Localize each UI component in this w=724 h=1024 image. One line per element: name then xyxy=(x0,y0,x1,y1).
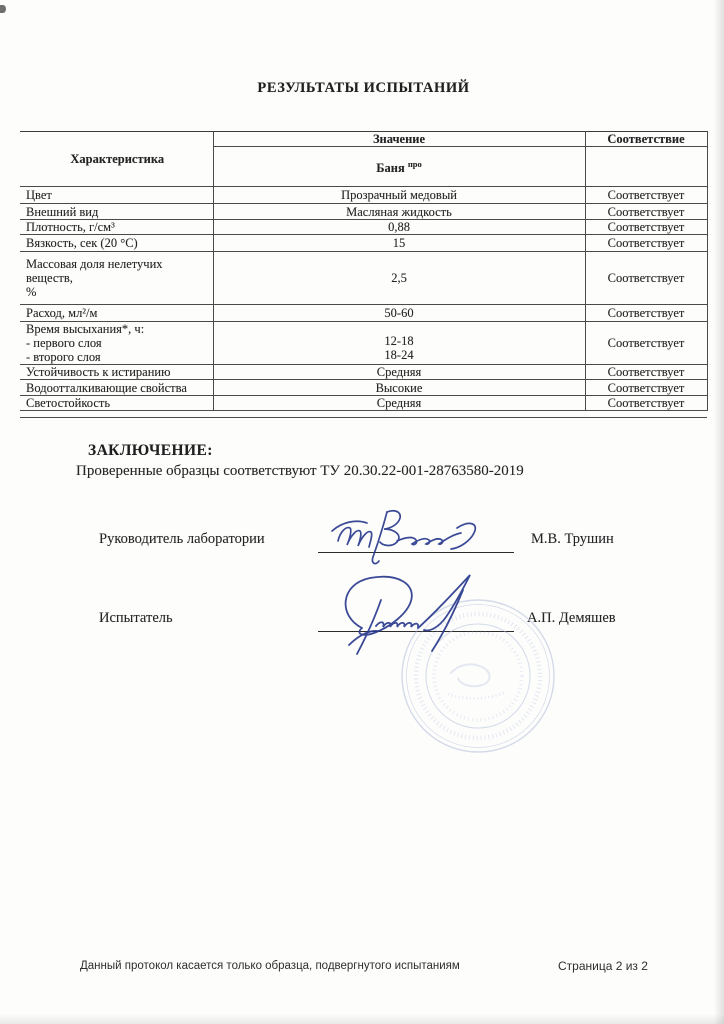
table-row xyxy=(20,396,707,411)
table-row xyxy=(20,187,707,204)
header-compliance: Соответствие xyxy=(585,132,707,147)
cell-value: Прозрачный медовый xyxy=(213,187,585,204)
cell-compliance: Соответствует xyxy=(585,396,707,411)
table-row xyxy=(20,220,707,235)
cell-name: Плотность, г/см³ xyxy=(20,220,213,235)
empty-cell xyxy=(585,147,707,187)
page-title: РЕЗУЛЬТАТЫ ИСПЫТАНИЙ xyxy=(257,80,470,96)
cell-name xyxy=(20,252,213,305)
conclusion-heading: ЗАКЛЮЧЕНИЕ: xyxy=(88,442,213,459)
cell-compliance: Соответствует xyxy=(585,220,707,235)
product-name-cell xyxy=(213,147,585,187)
cell-value-line: 12-18 xyxy=(384,334,414,348)
cell-name: Внешний вид xyxy=(20,204,213,220)
cell-name-line: - первого слоя xyxy=(26,336,102,350)
table-row xyxy=(20,322,707,365)
cell-value: Высокие xyxy=(213,380,585,396)
signature-role-lab-head: Руководитель лаборатории xyxy=(99,531,265,547)
table-header-row xyxy=(20,132,707,147)
cell-name-line: Время высыхания*, ч: xyxy=(26,322,145,336)
scan-artifact xyxy=(0,5,6,13)
cell-name-line: % xyxy=(26,285,37,299)
cell-value: 2,5 xyxy=(213,252,585,305)
cell-name xyxy=(20,322,213,365)
table-row xyxy=(20,380,707,396)
table-bottom-border-row xyxy=(20,411,707,418)
cell-compliance: Соответствует xyxy=(585,235,707,252)
table-row xyxy=(20,305,707,322)
cell-name-line: Массовая доля нелетучих веществ, xyxy=(26,257,163,285)
table-row xyxy=(20,235,707,252)
header-characteristic: Характеристика xyxy=(20,132,213,187)
cell-value: Средняя xyxy=(213,365,585,380)
cell-value: 15 xyxy=(213,235,585,252)
footer-page-number: Страница 2 из 2 xyxy=(558,959,648,973)
signature-name-tester: А.П. Демяшев xyxy=(527,610,616,626)
cell-name: Цвет xyxy=(20,187,213,204)
product-name-superscript: про xyxy=(407,159,422,170)
cell-compliance: Соответствует xyxy=(585,305,707,322)
cell-name: Вязкость, сек (20 °С) xyxy=(20,235,213,252)
cell-compliance: Соответствует xyxy=(585,252,707,305)
cell-compliance: Соответствует xyxy=(585,365,707,380)
footer-note: Данный протокол касается только образца, подвергнутого испытаниям xyxy=(80,960,460,972)
handwritten-signature xyxy=(325,504,497,568)
cell-compliance: Соответствует xyxy=(585,322,707,365)
cell-name: Водоотталкивающие свойства xyxy=(20,380,213,396)
table-row xyxy=(20,252,707,305)
table-row xyxy=(20,204,707,220)
results-table xyxy=(20,131,708,418)
scan-edge-shadow xyxy=(714,0,724,1024)
cell-name: Устойчивость к истиранию xyxy=(20,365,213,380)
cell-compliance: Соответствует xyxy=(585,187,707,204)
header-value: Значение xyxy=(213,132,585,147)
scan-edge-shadow xyxy=(0,1014,724,1024)
product-name: Баня xyxy=(376,161,405,176)
cell-name: Расход, мл²/м xyxy=(20,305,213,322)
table-bottom-gap xyxy=(20,411,707,418)
cell-name: Светостойкость xyxy=(20,396,213,411)
cell-value: 0,88 xyxy=(213,220,585,235)
cell-value xyxy=(213,322,585,365)
cell-compliance: Соответствует xyxy=(585,380,707,396)
signature-name-lab-head: М.В. Трушин xyxy=(531,531,614,547)
handwritten-signature xyxy=(318,570,518,660)
cell-value: Средняя xyxy=(213,396,585,411)
cell-value-line: 18-24 xyxy=(384,348,414,362)
signature-role-tester: Испытатель xyxy=(99,610,173,626)
table-row xyxy=(20,365,707,380)
conclusion-text: Проверенные образцы соответствуют ТУ 20.30.22-001-28763580-2019 xyxy=(76,463,524,479)
cell-compliance: Соответствует xyxy=(585,204,707,220)
cell-value: 50-60 xyxy=(213,305,585,322)
cell-name-line: - второго слоя xyxy=(26,350,101,364)
cell-value: Масляная жидкость xyxy=(213,204,585,220)
